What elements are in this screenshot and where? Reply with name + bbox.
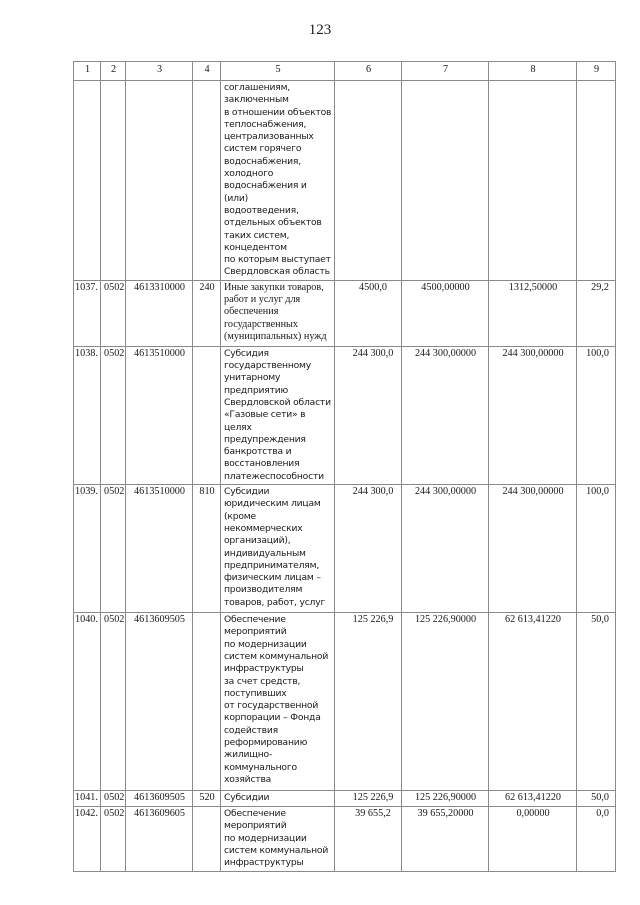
target-code: 4613310000 bbox=[126, 280, 193, 346]
table-row-1039 bbox=[74, 485, 616, 613]
plan-value: 4500,0 bbox=[335, 280, 402, 346]
section-code bbox=[101, 81, 126, 281]
target-code: 4613609505 bbox=[126, 791, 193, 807]
expense-type-code bbox=[193, 346, 221, 484]
percent-value bbox=[577, 81, 616, 281]
row-number: 1041. bbox=[74, 791, 101, 807]
table-row-continuation bbox=[74, 81, 616, 281]
table-row-1037 bbox=[74, 280, 616, 346]
approved-value: 4500,00000 bbox=[402, 280, 489, 346]
row-description: Субсидия государственному унитарному предприятию Свердловской области «Газовые сети» в целях предупреждения банкротства и восстановления платежеспособности bbox=[221, 346, 335, 484]
approved-value: 244 300,00000 bbox=[402, 346, 489, 484]
target-code: 4613510000 bbox=[126, 346, 193, 484]
row-description: Обеспечение мероприятий по модернизации систем коммунальной инфраструктуры за счет средств, поступивших от государственной корпорации – Фонда содействия реформированию жилищно- коммунального хозяйства bbox=[221, 613, 335, 791]
row-number: 1037. bbox=[74, 280, 101, 346]
plan-value: 125 226,9 bbox=[335, 791, 402, 807]
column-header-5: 5 bbox=[221, 62, 335, 81]
column-header-1: 1 bbox=[74, 62, 101, 81]
target-code: 4613609605 bbox=[126, 807, 193, 871]
executed-value: 0,00000 bbox=[489, 807, 577, 871]
row-description: Субсидии bbox=[221, 791, 335, 807]
row-number: 1038. bbox=[74, 346, 101, 484]
row-description: Иные закупки товаров, работ и услуг для обеспечения государственных (муниципальных) нужд bbox=[221, 280, 335, 346]
section-code: 0502 bbox=[101, 807, 126, 871]
expense-type-code bbox=[193, 613, 221, 791]
expense-type-code bbox=[193, 81, 221, 281]
section-code: 0502 bbox=[101, 791, 126, 807]
percent-value: 50,0 bbox=[577, 613, 616, 791]
column-header-4: 4 bbox=[193, 62, 221, 81]
row-number: 1042. bbox=[74, 807, 101, 871]
column-header-2: 2 bbox=[101, 62, 126, 81]
executed-value: 62 613,41220 bbox=[489, 613, 577, 791]
expense-type-code bbox=[193, 807, 221, 871]
plan-value: 125 226,9 bbox=[335, 613, 402, 791]
row-number: 1039. bbox=[74, 485, 101, 613]
section-code: 0502 bbox=[101, 613, 126, 791]
section-code: 0502 bbox=[101, 280, 126, 346]
approved-value: 125 226,90000 bbox=[402, 791, 489, 807]
column-number-header-row bbox=[74, 62, 616, 81]
plan-value bbox=[335, 81, 402, 281]
section-code: 0502 bbox=[101, 485, 126, 613]
table-row-1038 bbox=[74, 346, 616, 484]
column-header-3: 3 bbox=[126, 62, 193, 81]
row-description: Субсидии юридическим лицам (кроме некоммерческих организаций), индивидуальным предпринимателям, физическим лицам – производителям товаров, работ, услуг bbox=[221, 485, 335, 613]
budget-table bbox=[73, 61, 616, 872]
table-row-1042 bbox=[74, 807, 616, 871]
percent-value: 0,0 bbox=[577, 807, 616, 871]
target-code: 4613609505 bbox=[126, 613, 193, 791]
executed-value: 1312,50000 bbox=[489, 280, 577, 346]
executed-value: 244 300,00000 bbox=[489, 485, 577, 613]
row-description: Обеспечение мероприятий по модернизации систем коммунальной инфраструктуры bbox=[221, 807, 335, 871]
approved-value bbox=[402, 81, 489, 281]
row-number bbox=[74, 81, 101, 281]
column-header-7: 7 bbox=[402, 62, 489, 81]
column-header-8: 8 bbox=[489, 62, 577, 81]
percent-value: 29,2 bbox=[577, 280, 616, 346]
executed-value: 244 300,00000 bbox=[489, 346, 577, 484]
table-row-1040 bbox=[74, 613, 616, 791]
column-header-9: 9 bbox=[577, 62, 616, 81]
approved-value: 244 300,00000 bbox=[402, 485, 489, 613]
expense-type-code: 810 bbox=[193, 485, 221, 613]
percent-value: 100,0 bbox=[577, 346, 616, 484]
percent-value: 100,0 bbox=[577, 485, 616, 613]
expense-type-code: 240 bbox=[193, 280, 221, 346]
executed-value bbox=[489, 81, 577, 281]
plan-value: 39 655,2 bbox=[335, 807, 402, 871]
row-number: 1040. bbox=[74, 613, 101, 791]
target-code: 4613510000 bbox=[126, 485, 193, 613]
page-number: 123 bbox=[308, 22, 332, 38]
target-code bbox=[126, 81, 193, 281]
plan-value: 244 300,0 bbox=[335, 346, 402, 484]
row-description: соглашениям, заключенным в отношении объектов теплоснабжения, централизованных систем горячего водоснабжения, холодного водоснабжения и (или) водоотведения, отдельных объектов таких систем, концедентом по которым выступает Свердловская область bbox=[221, 81, 335, 281]
plan-value: 244 300,0 bbox=[335, 485, 402, 613]
expense-type-code: 520 bbox=[193, 791, 221, 807]
column-header-6: 6 bbox=[335, 62, 402, 81]
executed-value: 62 613,41220 bbox=[489, 791, 577, 807]
approved-value: 39 655,20000 bbox=[402, 807, 489, 871]
section-code: 0502 bbox=[101, 346, 126, 484]
table-row-1041 bbox=[74, 791, 616, 807]
approved-value: 125 226,90000 bbox=[402, 613, 489, 791]
percent-value: 50,0 bbox=[577, 791, 616, 807]
